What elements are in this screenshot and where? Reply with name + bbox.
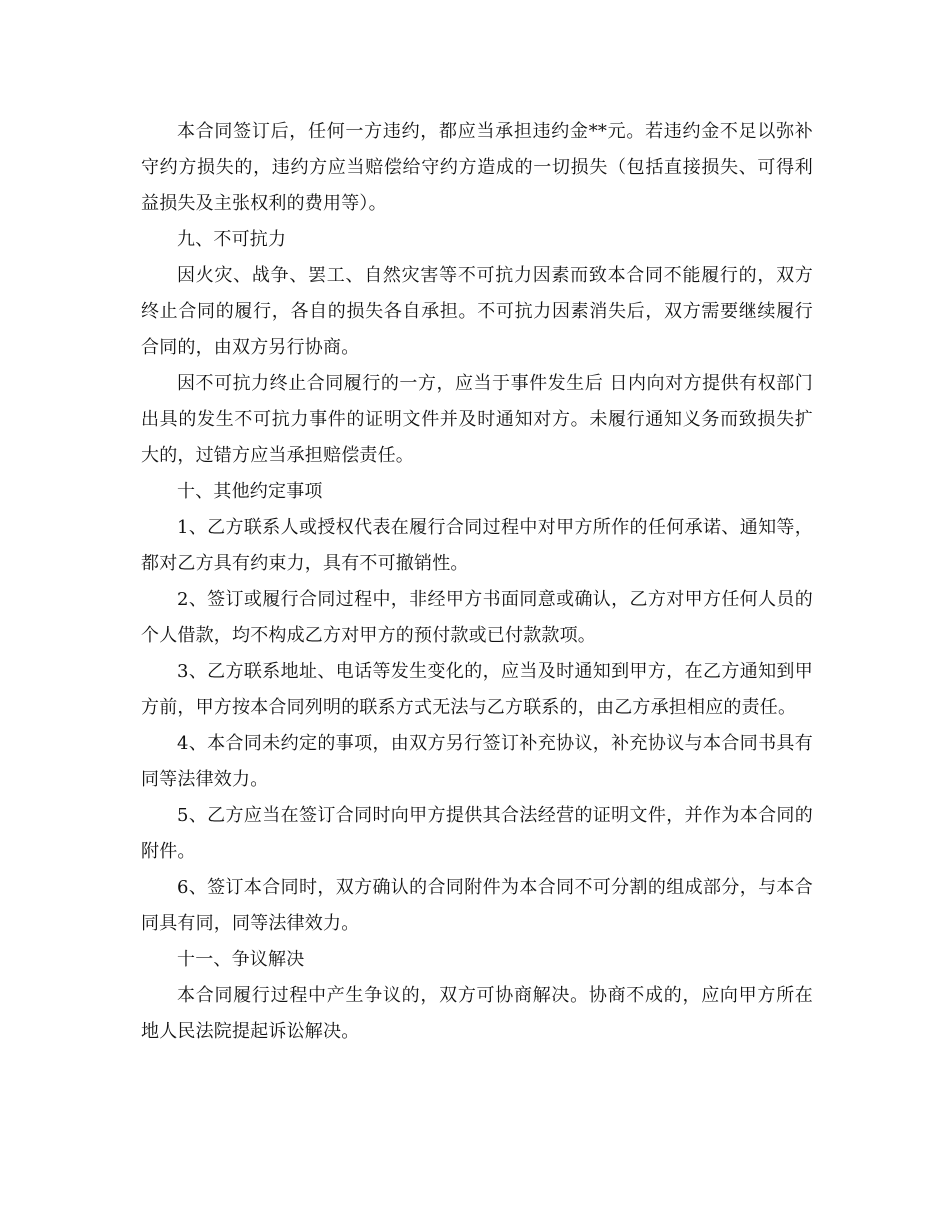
clause-2-personal-loans: 2、签订或履行合同过程中，非经甲方书面同意或确认，乙方对甲方任何人员的个人借款，均不构成乙方对甲方的预付款或已付款款项。 (141, 589, 813, 646)
heading-other-terms: 十、其他约定事项 (177, 481, 323, 502)
paragraph-force-majeure-termination: 因火灾、战争、罢工、自然灾害等不可抗力因素而致本合同不能履行的，双方终止合同的履行，各自的损失各自承担。不可抗力因素消失后，双方需要继续履行合同的，由双方另行协商。 (141, 265, 813, 358)
heading-dispute-resolution: 十一、争议解决 (177, 949, 305, 970)
heading-force-majeure: 九、不可抗力 (177, 229, 287, 250)
paragraph-force-majeure-notice: 因不可抗力终止合同履行的一方，应当于事件发生后 日内向对方提供有权部门出具的发生不可抗力事件的证明文件并及时通知对方。未履行通知义务而致损失扩大的，过错方应当承担赔偿责任。 (141, 373, 813, 466)
paragraph-dispute-resolution: 本合同履行过程中产生争议的，双方可协商解决。协商不成的，应向甲方所在地人民法院提起诉讼解决。 (141, 985, 813, 1042)
clause-6-attachments: 6、签订本合同时，双方确认的合同附件为本合同不可分割的组成部分，与本合同具有同，同等法律效力。 (141, 877, 813, 934)
document-body (141, 114, 813, 1050)
clause-3-contact-changes: 3、乙方联系地址、电话等发生变化的，应当及时通知到甲方，在乙方通知到甲方前，甲方按本合同列明的联系方式无法与乙方联系的，由乙方承担相应的责任。 (141, 661, 813, 718)
clause-1-binding-commitments: 1、乙方联系人或授权代表在履行合同过程中对甲方所作的任何承诺、通知等，都对乙方具有约束力，具有不可撤销性。 (141, 517, 813, 574)
clause-4-supplementary-agreement: 4、本合同未约定的事项，由双方另行签订补充协议，补充协议与本合同书具有同等法律效力。 (141, 733, 813, 790)
paragraph-breach-liability: 本合同签订后，任何一方违约，都应当承担违约金**元。若违约金不足以弥补守约方损失的，违约方应当赔偿给守约方造成的一切损失（包括直接损失、可得利益损失及主张权利的费用等）。 (141, 121, 813, 214)
clause-5-business-documents: 5、乙方应当在签订合同时向甲方提供其合法经营的证明文件，并作为本合同的附件。 (141, 805, 813, 862)
